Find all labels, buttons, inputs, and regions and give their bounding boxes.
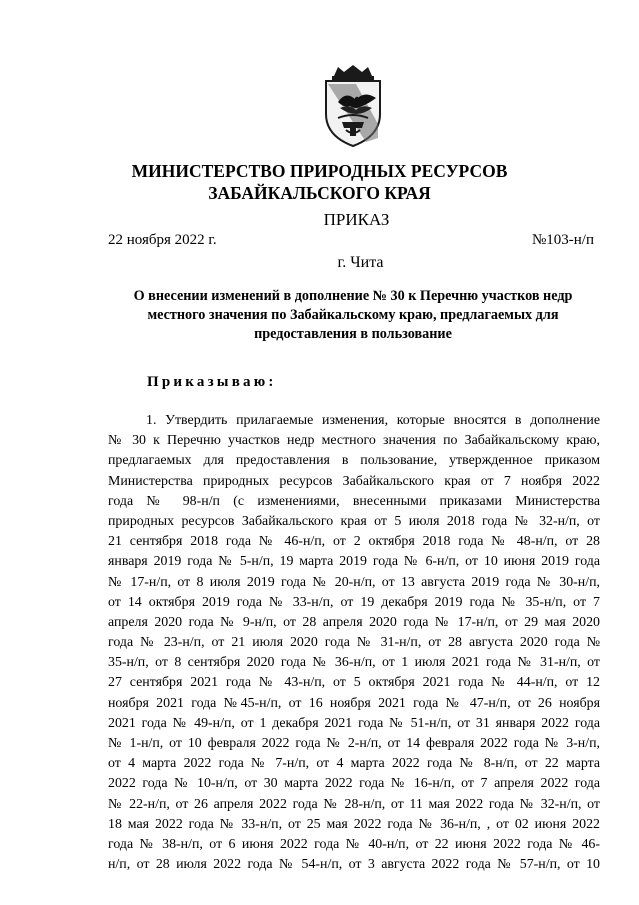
body-line: января 2019 года № 5-н/п, 19 марта 2019 года № 6-н/п, от 10 июня 2019 года	[108, 554, 600, 570]
body-line: от 14 октября 2019 года № 33-н/п, от 19 декабря 2019 года № 35-н/п, от 7	[108, 594, 600, 610]
body-line: Министерства природных ресурсов Забайкальского края от 7 ноября 2022	[108, 473, 600, 489]
heading-line: предоставления в пользование	[254, 326, 452, 342]
body-line: года № 98-н/п (с изменениями, внесенными приказами Министерства	[108, 493, 600, 509]
heading-line: О внесении изменений в дополнение № 30 к Перечню участков недр	[133, 288, 573, 304]
body-line: 27 сентября 2021 года № 43-н/п, от 5 октября 2021 года № 44-н/п, от 12	[108, 675, 600, 691]
decree-word: Приказываю:	[147, 374, 277, 390]
order-heading	[108, 287, 598, 344]
body-line: года № 38-н/п, от 6 июня 2022 года № 40-н/п, от 22 июня 2022 года № 46-	[108, 836, 600, 852]
order-city: г. Чита	[337, 254, 384, 271]
ministry-name	[0, 160, 639, 204]
order-date: 22 ноября 2022 г.	[108, 232, 217, 248]
order-title: ПРИКАЗ	[323, 210, 390, 229]
heading-line: местного значения по Забайкальскому краю, предлагаемых для	[147, 307, 559, 323]
date-number-line	[108, 230, 594, 250]
body-line: № 22-н/п, от 26 апреля 2022 года № 28-н/п, от 11 мая 2022 года № 32-н/п, от	[108, 796, 600, 812]
body-line: предлагаемых для предоставления в пользование, утвержденное приказом	[108, 453, 600, 469]
coat-of-arms-icon	[316, 64, 390, 148]
order-number: №103-н/п	[531, 232, 594, 248]
body-line: 2021 года № 49-н/п, от 1 декабря 2021 года № 51-н/п, от 31 января 2022 года	[108, 715, 600, 731]
body-line: 18 мая 2022 года № 33-н/п, от 25 мая 2022 года № 36-н/п, , от 02 июня 2022	[108, 816, 600, 832]
ministry-line: ЗАБАЙКАЛЬСКОГО КРАЯ	[208, 183, 431, 203]
body-line: года № 23-н/п, от 21 июля 2020 года № 31-н/п, от 28 августа 2020 года №	[108, 635, 600, 651]
body-line: 21 сентября 2018 года № 46-н/п, от 2 октября 2018 года № 48-н/п, от 28	[108, 534, 600, 550]
body-line: № 1-н/п, от 10 февраля 2022 года № 2-н/п, от 14 февраля 2022 года № 3-н/п,	[108, 736, 600, 751]
body-line: от 4 марта 2022 года № 7-н/п, от 4 марта 2022 года № 8-н/п, от 22 марта	[108, 756, 600, 772]
body-line: № 17-н/п, от 8 июля 2019 года № 20-н/п, от 13 августа 2019 года № 30-н/п,	[108, 574, 600, 590]
body-line: апреля 2020 года № 9-н/п, от 28 апреля 2020 года № 17-н/п, от 29 мая 2020	[108, 614, 600, 630]
body-line: 1. Утвердить прилагаемые изменения, которые вносятся в дополнение	[146, 413, 600, 428]
body-line: № 30 к Перечню участков недр местного значения по Забайкальскому краю,	[108, 433, 600, 449]
body-line: н/п, от 28 июля 2022 года № 54-н/п, от 3 августа 2022 года № 57-н/п, от 10	[108, 857, 600, 873]
body-line: природных ресурсов Забайкальского края от 5 июля 2018 года № 32-н/п, от	[108, 513, 600, 529]
body-line: ноября 2021 года №45-н/п, от 16 ноября 2021 года № 47-н/п, от 26 ноября	[108, 695, 600, 711]
body-line: 2022 года № 10-н/п, от 30 марта 2022 года № 16-н/п, от 7 апреля 2022 года	[108, 776, 600, 792]
order-body	[108, 411, 600, 875]
ministry-line: МИНИСТЕРСТВО ПРИРОДНЫХ РЕСУРСОВ	[131, 161, 508, 181]
body-line: 35-н/п, от 8 сентября 2020 года № 36-н/п, от 1 июля 2021 года № 31-н/п, от	[108, 655, 600, 671]
